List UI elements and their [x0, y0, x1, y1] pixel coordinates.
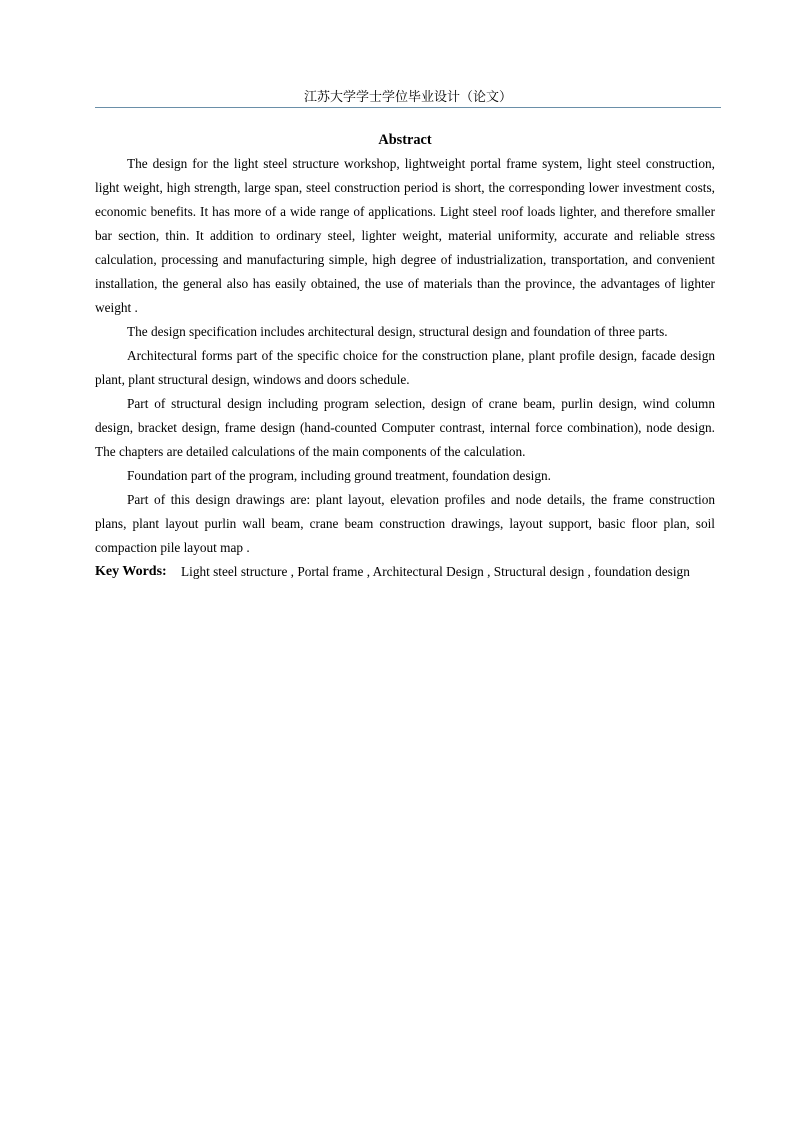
header-rule	[95, 107, 721, 108]
abstract-paragraph-5: Foundation part of the program, including ground treatment, foundation design.	[127, 468, 551, 483]
page-header: 江苏大学学士学位毕业设计（论文）	[303, 90, 512, 105]
abstract-paragraph-1: The design for the light steel structure workshop, lightweight portal frame system, light steel construction, light weight, high strength, large span, steel construction period is short, the corresponding lower investment costs, economic benefits. It has more of a wide range of applications. Light steel roof loads lighter, and therefore smaller bar section, thin. It addition to ordinary steel, lighter weight, material uniformity, accurate and reliable stress calculation, processing and manufacturing simple, high degree of industrialization, transportation, and convenient installation, the general also has easily obtained, the use of materials than the province, the advantages of lighter weight .	[95, 156, 715, 315]
abstract-paragraph-2: The design specification includes architectural design, structural design and foundation of three parts.	[127, 324, 668, 339]
abstract-paragraph-3: Architectural forms part of the specific choice for the construction plane, plant profile design, facade design plant, plant structural design, windows and doors schedule.	[95, 348, 715, 387]
abstract-section	[95, 128, 715, 584]
keywords-text: Light steel structure , Portal frame , Architectural Design , Structural design , foundation design	[181, 564, 690, 579]
keywords-row	[95, 560, 715, 584]
keywords-label: Key Words:	[95, 564, 167, 579]
abstract-paragraph-6: Part of this design drawings are: plant layout, elevation profiles and node details, the frame construction plans, plant layout purlin wall beam, crane beam construction drawings, layout support, basic floor plan, soil compaction pile layout map .	[95, 492, 715, 555]
abstract-title: Abstract	[378, 132, 432, 148]
abstract-paragraph-4: Part of structural design including program selection, design of crane beam, purlin design, wind column design, bracket design, frame design (hand-counted Computer contrast, internal force combination), node design. The chapters are detailed calculations of the main components of the calculation.	[95, 396, 715, 459]
